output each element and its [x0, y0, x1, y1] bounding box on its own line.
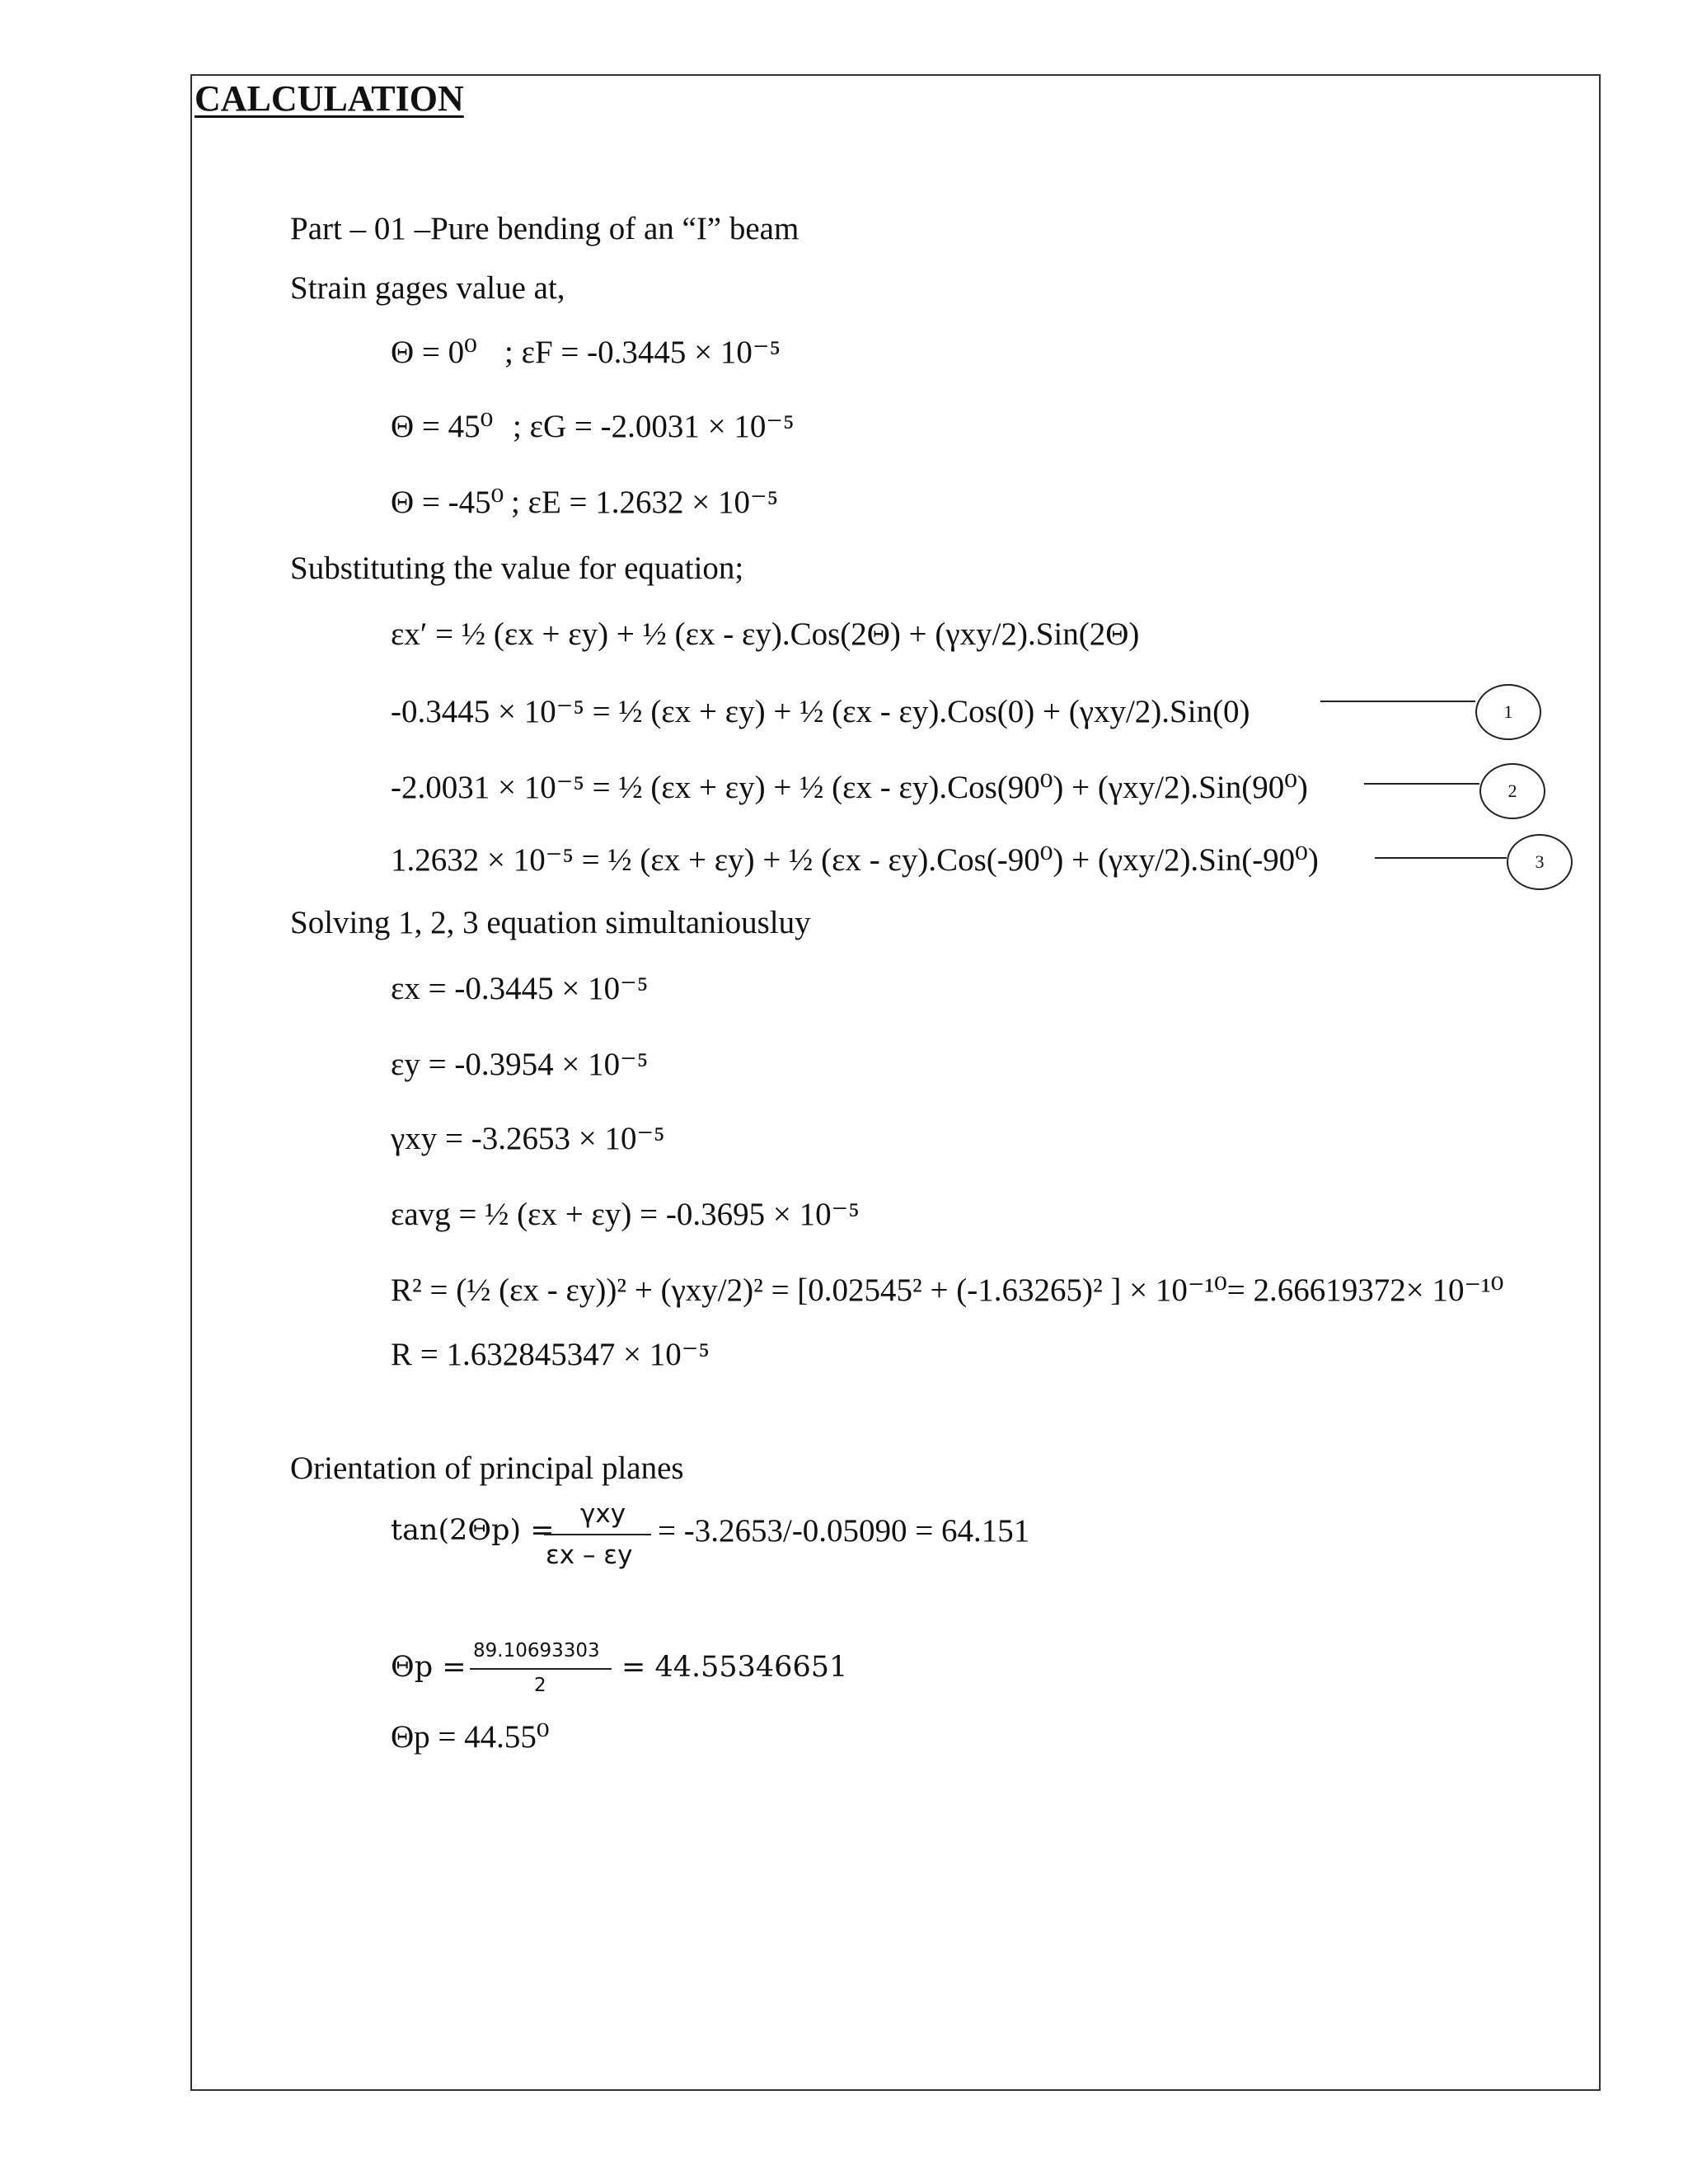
theta-numerator: 89.10693303: [473, 1640, 600, 1661]
equation-1: -0.3445 × 10⁻⁵ = ½ (εx + εy) + ½ (εx - εy).Cos(0) + (γxy/2).Sin(0): [391, 694, 1250, 729]
solving-intro: Solving 1, 2, 3 equation simultaniousluy: [290, 905, 811, 940]
gage-angle: Θ = -45⁰: [391, 485, 504, 520]
result-r: R = 1.632845347 × 10⁻⁵: [391, 1337, 710, 1372]
substitute-intro: Substituting the value for equation;: [290, 551, 744, 586]
tan-denominator: εx – εy: [546, 1540, 633, 1570]
gage-strain: ; εE = 1.2632 × 10⁻⁵: [511, 485, 779, 520]
equation-1-number: 1: [1475, 684, 1541, 740]
result-gxy: γxy = -3.2653 × 10⁻⁵: [391, 1121, 665, 1156]
tan-fraction-bar: [544, 1534, 651, 1535]
theta-denominator: 2: [534, 1675, 546, 1696]
equation-2-connector: [1364, 783, 1479, 785]
tan-numerator: γxy: [580, 1499, 626, 1529]
gage-strain: ; εF = -0.3445 × 10⁻⁵: [504, 335, 781, 370]
equation-1-connector: [1320, 701, 1475, 702]
orientation-intro: Orientation of principal planes: [290, 1451, 684, 1486]
equation-3: 1.2632 × 10⁻⁵ = ½ (εx + εy) + ½ (εx - εy).Cos(-90⁰) + (γxy/2).Sin(-90⁰): [391, 842, 1319, 878]
theta-fraction-bar: [470, 1668, 612, 1670]
strain-intro: Strain gages value at,: [290, 270, 565, 306]
heading: CALCULATION: [195, 78, 464, 119]
page-border: [190, 74, 1601, 2091]
theta-rhs: = 44.55346651: [621, 1651, 848, 1684]
theta-lhs: Θp =: [391, 1651, 467, 1684]
result-ey: εy = -0.3954 × 10⁻⁵: [391, 1047, 649, 1082]
part-title: Part – 01 –Pure bending of an “I” beam: [290, 211, 799, 246]
equation-2: -2.0031 × 10⁻⁵ = ½ (εx + εy) + ½ (εx - εy).Cos(90⁰) + (γxy/2).Sin(90⁰): [391, 770, 1308, 805]
result-ex: εx = -0.3445 × 10⁻⁵: [391, 971, 649, 1006]
general-equation: εx′ = ½ (εx + εy) + ½ (εx - εy).Cos(2Θ) + (γxy/2).Sin(2Θ): [391, 616, 1140, 652]
equation-3-number: 3: [1507, 834, 1573, 890]
result-eavg: εavg = ½ (εx + εy) = -0.3695 × 10⁻⁵: [391, 1197, 860, 1232]
final-result: Θp = 44.55⁰: [391, 1719, 550, 1755]
equation-2-number: 2: [1479, 763, 1545, 819]
result-r-squared: R² = (½ (εx - εy))² + (γxy/2)² = [0.02545² + (-1.63265)² ] × 10⁻¹⁰= 2.66619372× 10⁻¹⁰: [391, 1272, 1504, 1308]
gage-strain: ; εG = -2.0031 × 10⁻⁵: [513, 409, 795, 444]
tan-lhs: tan(2Θp) =: [391, 1514, 555, 1547]
tan-rhs: = -3.2653/-0.05090 = 64.151: [658, 1513, 1030, 1549]
gage-angle: Θ = 0⁰: [391, 335, 477, 370]
gage-angle: Θ = 45⁰: [391, 409, 494, 444]
equation-3-connector: [1375, 857, 1507, 859]
